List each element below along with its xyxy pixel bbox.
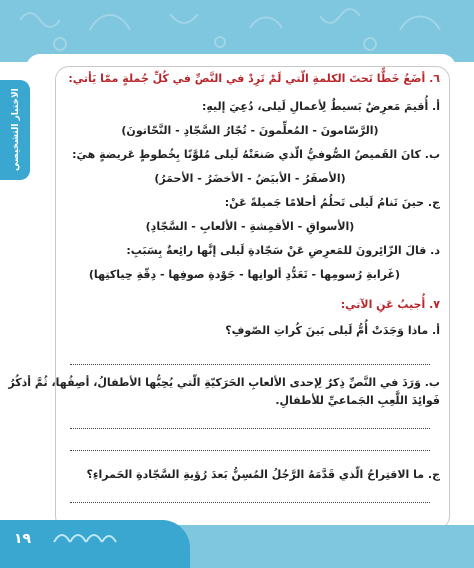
answer-line[interactable] (70, 502, 430, 503)
question-6-heading: ٦. أضَعُ خَطًّا تَحتَ الكلمةِ الّتي لَمْ تَرِدْ في النَّصِّ في كُلِّ جُملةٍ ممّا يَأتي: (68, 72, 440, 85)
question-7b-line1: ب. وَرَدَ في النَّصِّ ذِكرٌ لِإحدى الألعابِ الحَرَكيّةِ الّتي يُحِبُّها الأطفالُ، أصِفُها، ثُمَّ أذكُرُ (8, 376, 440, 389)
answer-line[interactable] (70, 428, 430, 429)
answer-line[interactable] (70, 450, 430, 451)
footer-decoration-icon (52, 526, 118, 544)
question-6a-options: (الرَّسّامونَ - المُعلِّمونَ - تُجّارُ السَّجّادِ - النَّحّاتونَ) (121, 124, 379, 137)
question-6b-options: (الأصفَرُ - الأبيَضُ - الأخضَرُ - الأحمَرُ) (154, 172, 346, 185)
question-7c: ج. ما الاقتِراحُ الّذي قَدَّمَهُ الرَّجُلُ المُسِنُّ بَعدَ رُؤيةِ السَّجّادةِ الحَمراءِ؟ (86, 468, 440, 481)
decorative-pattern (0, 0, 474, 62)
question-7b-line2: فَوائِدَ اللَّعِبِ الجَماعيِّ للأطفالِ. (275, 394, 440, 407)
answer-line[interactable] (70, 364, 430, 365)
question-6c-stem: ج. حينَ تَنامُ لَيلى تَحلُمُ أحلامًا جَميلةً عَنْ: (224, 196, 440, 209)
question-6c-options: (الأسواقِ - الأقمِشةِ - الألعابِ - السَّجّادِ) (145, 220, 355, 233)
question-7-heading: ٧. أُجيبُ عَنِ الآتي: (340, 298, 440, 311)
page-number: ١٩ (14, 531, 32, 547)
question-6b-stem: ب. كانَ القَميصُ الصُّوفيُّ الّذي صَنعَتْهُ لَيلى مُلوَّنًا بِخُطوطٍ عَريضةٍ هيَ: (72, 148, 440, 161)
side-tab-label: الاختبار التشخيصي (11, 88, 21, 172)
question-6d-stem: د. قالَ الزّائِرونَ للمَعرِضِ عَنْ سَجّادةِ لَيلى إنَّها رائِعةٌ بِسَبَبِ: (126, 244, 440, 257)
question-6d-options: (غَرابةِ رُسومِها - تَعَدُّدِ ألوانِها - جَوْدةِ صوفِها - دِقّةِ حِياكتِها) (88, 268, 400, 281)
question-6a-stem: أ. أُقيمَ مَعرِضٌ بَسيطٌ لِأعمالِ لَيلى، دُعِيَ إليهِ: (201, 100, 440, 113)
question-7a: أ. ماذا وَجَدَتْ أُمُّ لَيلى بَينَ كُراتِ الصّوفِ؟ (225, 324, 440, 337)
